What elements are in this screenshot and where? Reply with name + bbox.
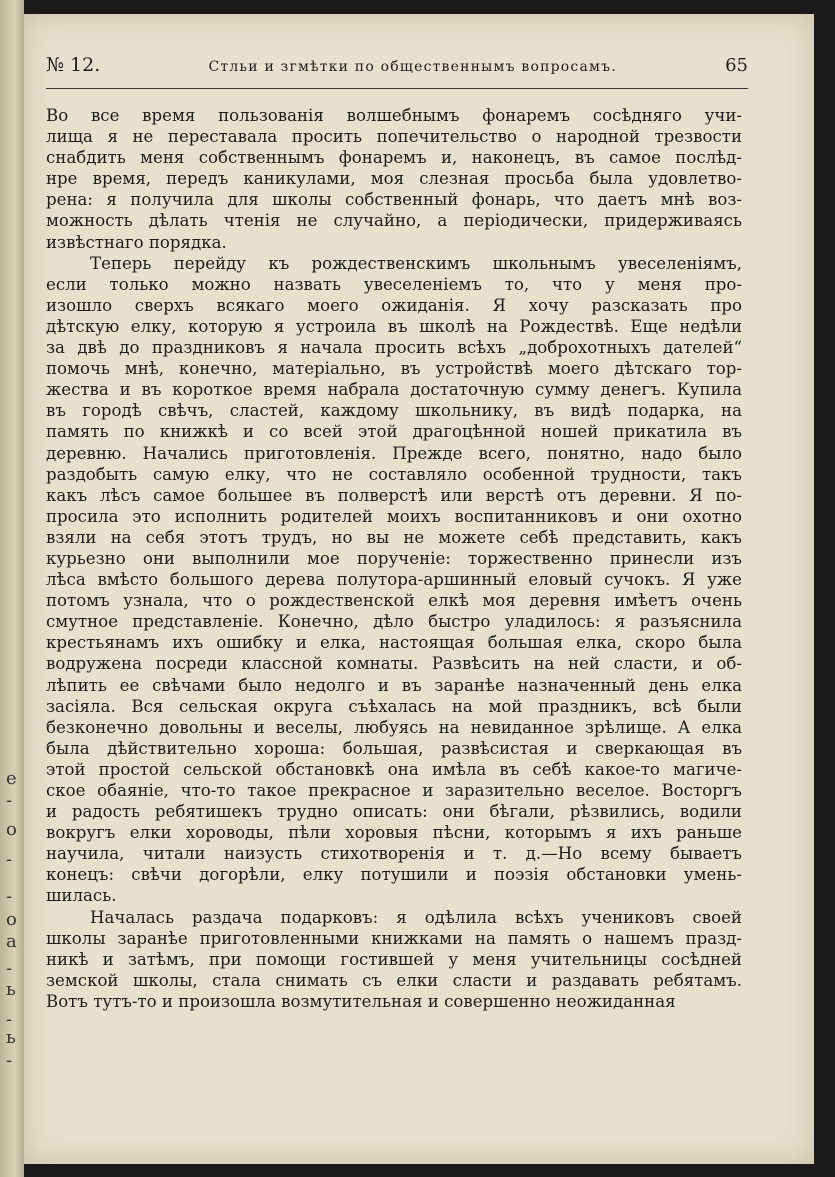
text-line: шилась. — [46, 886, 117, 906]
margin-fragment: - — [6, 1009, 13, 1030]
text-line: извѣстнаго порядка. — [46, 232, 227, 252]
previous-page-edge — [0, 0, 24, 1177]
text-line: засіяла. Вся сельская округа съѣхалась на мой праздникъ, всѣ были — [46, 696, 742, 716]
text-line: можность дѣлать чтенія не случайно, а періодически, придерживаясь — [46, 211, 742, 231]
issue-number: № 12. — [46, 54, 101, 76]
text-line: въ городѣ свѣчъ, сластей, каждому школьнику, въ видѣ подарка, на — [46, 401, 742, 421]
text-line: Вотъ тутъ-то и произошла возмутительная и совершенно неожиданная — [46, 991, 676, 1011]
text-line: водружена посреди классной комнаты. Развѣсить на ней сласти, и об- — [46, 654, 742, 674]
text-line: снабдить меня собственнымъ фонаремъ и, наконецъ, въ самое послѣд- — [46, 148, 742, 168]
text-line: дѣтскую елку, которую я устроила въ школѣ на Рождествѣ. Еще недѣли — [46, 316, 742, 336]
text-line: нре время, передъ каникулами, моя слезная просьба была удовлетво- — [46, 169, 742, 189]
text-line: раздобыть самую елку, что не составляло особенной трудности, такъ — [46, 464, 742, 484]
margin-fragment: е — [6, 768, 17, 789]
running-header — [46, 54, 748, 89]
margin-fragment: о — [6, 819, 17, 840]
text-line: изошло сверхъ всякаго моего ожиданія. Я хочу разсказать про — [46, 295, 742, 315]
text-line: лища я не переставала просить попечительство о народной трезвости — [46, 127, 742, 147]
margin-fragment: - — [6, 958, 13, 979]
text-line: память по книжкѣ и со всей этой драгоцѣнной ношей прикатила въ — [46, 422, 742, 442]
text-line: и радость ребятишекъ трудно описать: они бѣгали, рѣзвились, водили — [46, 802, 742, 822]
text-line: за двѣ до праздниковъ я начала просить всѣхъ „доброхотныхъ дателей“ — [46, 338, 742, 358]
text-line: вокругъ елки хороводы, пѣли хоровыя пѣсни, которымъ я ихъ раньше — [46, 823, 742, 843]
text-line: деревню. Начались приготовленія. Прежде всего, понятно, надо было — [46, 443, 742, 463]
text-line: Во все время пользованія волшебнымъ фонаремъ сосѣдняго учи- — [46, 106, 742, 125]
text-line: жества и въ короткое время набрала достаточную сумму денегъ. Купила — [46, 380, 742, 400]
text-line: этой простой сельской обстановкѣ она имѣла въ себѣ какое-то магиче- — [46, 759, 742, 779]
text-line: земской школы, стала снимать съ елки сласти и раздавать ребятамъ. — [46, 970, 742, 990]
text-line: была дѣйствительно хороша: большая, развѣсистая и сверкающая въ — [46, 738, 742, 758]
text-line: рена: я получила для школы собственный фонарь, что даетъ мнѣ воз- — [46, 190, 742, 210]
text-line: взяли на себя этотъ трудъ, но вы не можете себѣ представить, какъ — [46, 527, 742, 547]
text-line: крестьянамъ ихъ ошибку и елка, настоящая большая елка, скоро была — [46, 633, 742, 653]
margin-fragment: ь — [6, 1027, 16, 1048]
text-line: научила, читали наизусть стихотворенія и т. д.—Но всему бываетъ — [46, 844, 742, 864]
text-line: смутное представленіе. Конечно, дѣло быстро уладилось: я разъяснила — [46, 612, 742, 632]
text-line: помочь мнѣ, конечно, матеріально, въ устройствѣ моего дѣтскаго тор- — [46, 359, 742, 379]
margin-fragment: - — [6, 849, 13, 870]
text-line: Теперь перейду къ рождественскимъ школьнымъ увеселеніямъ, — [90, 253, 742, 273]
book-page — [24, 14, 814, 1164]
margin-fragment: - — [6, 790, 13, 811]
margin-fragment: - — [6, 1050, 13, 1071]
margin-fragment: - — [6, 886, 13, 907]
text-line: просила это исполнить родителей моихъ воспитанниковъ и они охотно — [46, 506, 742, 526]
text-line: конецъ: свѣчи догорѣли, елку потушили и поэзія обстановки умень- — [46, 865, 742, 885]
margin-fragment: а — [6, 931, 17, 952]
text-line: курьезно они выполнили мое порученіе: торжественно принесли изъ — [46, 548, 742, 568]
text-line: ское обаяніе, что-то такое прекрасное и заразительно веселое. Восторгъ — [46, 781, 742, 800]
text-line: школы заранѣе приготовленными книжками на память о нашемъ празд- — [46, 928, 742, 948]
body-text — [46, 105, 742, 1012]
text-line: лѣпить ее свѣчами было недолго и въ заранѣе назначенный день елка — [46, 675, 742, 695]
text-line: безконечно довольны и веселы, любуясь на невиданное зрѣлище. А елка — [46, 717, 742, 737]
text-line: какъ лѣсъ самое большее въ полверстѣ или верстѣ отъ деревни. Я по- — [46, 485, 742, 505]
text-line: Началась раздача подарковъ: я одѣлила всѣхъ учениковъ своей — [90, 907, 742, 927]
margin-fragment: ь — [6, 979, 16, 1000]
section-title: Стльи и згмѣтки по общественнымъ вопросамъ. — [208, 59, 617, 75]
text-line: если только можно назвать увеселеніемъ то, что у меня про- — [46, 274, 742, 294]
margin-fragment: о — [6, 909, 17, 930]
text-line: лѣса вмѣсто большого дерева полутора-аршинный еловый сучокъ. Я уже — [46, 570, 742, 590]
text-line: потомъ узнала, что о рождественской елкѣ моя деревня имѣетъ очень — [46, 591, 742, 611]
page-number: 65 — [725, 55, 748, 76]
text-line: никѣ и затѣмъ, при помощи гостившей у меня учительницы сосѣдней — [46, 949, 742, 969]
